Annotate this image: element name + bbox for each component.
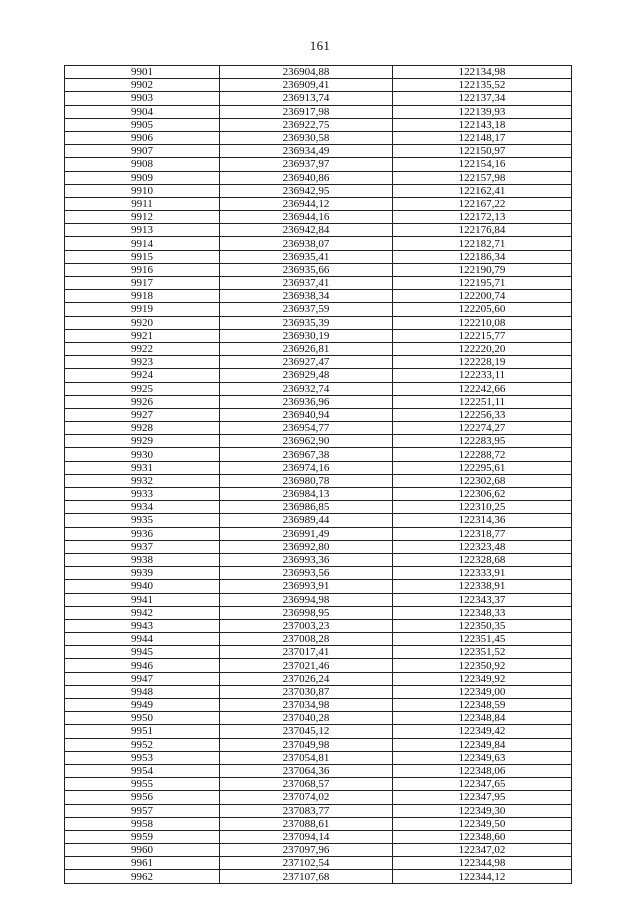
y-coordinate-cell: 122351,52 — [393, 646, 572, 659]
point-number-cell: 9921 — [65, 329, 220, 342]
table-row — [65, 448, 572, 461]
table-row — [65, 145, 572, 158]
table-row — [65, 356, 572, 369]
table-row — [65, 211, 572, 224]
point-number-cell: 9947 — [65, 672, 220, 685]
x-coordinate-cell: 236917,98 — [220, 105, 393, 118]
coordinates-table — [64, 65, 572, 884]
x-coordinate-cell: 236929,48 — [220, 369, 393, 382]
table-row — [65, 870, 572, 883]
table-row — [65, 250, 572, 263]
table-row — [65, 395, 572, 408]
table-row — [65, 329, 572, 342]
y-coordinate-cell: 122344,12 — [393, 870, 572, 883]
x-coordinate-cell: 236980,78 — [220, 474, 393, 487]
table-row — [65, 633, 572, 646]
table-row — [65, 778, 572, 791]
point-number-cell: 9901 — [65, 66, 220, 79]
y-coordinate-cell: 122347,02 — [393, 844, 572, 857]
x-coordinate-cell: 237017,41 — [220, 646, 393, 659]
x-coordinate-cell: 237030,87 — [220, 685, 393, 698]
point-number-cell: 9942 — [65, 606, 220, 619]
point-number-cell: 9933 — [65, 488, 220, 501]
table-row — [65, 514, 572, 527]
point-number-cell: 9911 — [65, 197, 220, 210]
point-number-cell: 9953 — [65, 751, 220, 764]
x-coordinate-cell: 236922,75 — [220, 118, 393, 131]
y-coordinate-cell: 122347,95 — [393, 791, 572, 804]
x-coordinate-cell: 236991,49 — [220, 527, 393, 540]
x-coordinate-cell: 236998,95 — [220, 606, 393, 619]
x-coordinate-cell: 236986,85 — [220, 501, 393, 514]
table-row — [65, 527, 572, 540]
y-coordinate-cell: 122134,98 — [393, 66, 572, 79]
point-number-cell: 9917 — [65, 277, 220, 290]
x-coordinate-cell: 237003,23 — [220, 619, 393, 632]
x-coordinate-cell: 236954,77 — [220, 422, 393, 435]
x-coordinate-cell: 237045,12 — [220, 725, 393, 738]
x-coordinate-cell: 236927,47 — [220, 356, 393, 369]
y-coordinate-cell: 122314,36 — [393, 514, 572, 527]
point-number-cell: 9932 — [65, 474, 220, 487]
x-coordinate-cell: 237088,61 — [220, 817, 393, 830]
table-row — [65, 659, 572, 672]
point-number-cell: 9916 — [65, 263, 220, 276]
x-coordinate-cell: 236935,66 — [220, 263, 393, 276]
x-coordinate-cell: 236937,59 — [220, 303, 393, 316]
x-coordinate-cell: 236913,74 — [220, 92, 393, 105]
point-number-cell: 9906 — [65, 131, 220, 144]
x-coordinate-cell: 236938,07 — [220, 237, 393, 250]
table-row — [65, 184, 572, 197]
x-coordinate-cell: 237008,28 — [220, 633, 393, 646]
point-number-cell: 9957 — [65, 804, 220, 817]
y-coordinate-cell: 122348,60 — [393, 830, 572, 843]
y-coordinate-cell: 122318,77 — [393, 527, 572, 540]
table-row — [65, 66, 572, 79]
table-row — [65, 488, 572, 501]
table-row — [65, 540, 572, 553]
table-row — [65, 435, 572, 448]
x-coordinate-cell: 236967,38 — [220, 448, 393, 461]
table-row — [65, 646, 572, 659]
point-number-cell: 9938 — [65, 553, 220, 566]
table-row — [65, 118, 572, 131]
table-row — [65, 567, 572, 580]
x-coordinate-cell: 236940,86 — [220, 171, 393, 184]
x-coordinate-cell: 237049,98 — [220, 738, 393, 751]
table-row — [65, 131, 572, 144]
table-row — [65, 751, 572, 764]
x-coordinate-cell: 237064,36 — [220, 764, 393, 777]
point-number-cell: 9960 — [65, 844, 220, 857]
x-coordinate-cell: 236962,90 — [220, 435, 393, 448]
y-coordinate-cell: 122347,65 — [393, 778, 572, 791]
point-number-cell: 9955 — [65, 778, 220, 791]
point-number-cell: 9951 — [65, 725, 220, 738]
y-coordinate-cell: 122172,13 — [393, 211, 572, 224]
x-coordinate-cell: 237083,77 — [220, 804, 393, 817]
point-number-cell: 9940 — [65, 580, 220, 593]
point-number-cell: 9950 — [65, 712, 220, 725]
table-row — [65, 764, 572, 777]
table-row — [65, 501, 572, 514]
point-number-cell: 9949 — [65, 699, 220, 712]
x-coordinate-cell: 237034,98 — [220, 699, 393, 712]
y-coordinate-cell: 122283,95 — [393, 435, 572, 448]
x-coordinate-cell: 236938,34 — [220, 290, 393, 303]
x-coordinate-cell: 236932,74 — [220, 382, 393, 395]
y-coordinate-cell: 122162,41 — [393, 184, 572, 197]
table-row — [65, 461, 572, 474]
y-coordinate-cell: 122176,84 — [393, 224, 572, 237]
table-row — [65, 672, 572, 685]
point-number-cell: 9908 — [65, 158, 220, 171]
x-coordinate-cell: 236974,16 — [220, 461, 393, 474]
x-coordinate-cell: 236935,41 — [220, 250, 393, 263]
point-number-cell: 9939 — [65, 567, 220, 580]
y-coordinate-cell: 122328,68 — [393, 553, 572, 566]
y-coordinate-cell: 122182,71 — [393, 237, 572, 250]
x-coordinate-cell: 236992,80 — [220, 540, 393, 553]
table-row — [65, 342, 572, 355]
x-coordinate-cell: 237097,96 — [220, 844, 393, 857]
x-coordinate-cell: 237107,68 — [220, 870, 393, 883]
y-coordinate-cell: 122306,62 — [393, 488, 572, 501]
point-number-cell: 9930 — [65, 448, 220, 461]
x-coordinate-cell: 236993,36 — [220, 553, 393, 566]
y-coordinate-cell: 122233,11 — [393, 369, 572, 382]
table-row — [65, 316, 572, 329]
y-coordinate-cell: 122344,98 — [393, 857, 572, 870]
table-row — [65, 844, 572, 857]
x-coordinate-cell: 237068,57 — [220, 778, 393, 791]
point-number-cell: 9937 — [65, 540, 220, 553]
x-coordinate-cell: 236937,97 — [220, 158, 393, 171]
x-coordinate-cell: 236993,91 — [220, 580, 393, 593]
y-coordinate-cell: 122242,66 — [393, 382, 572, 395]
table-row — [65, 382, 572, 395]
table-row — [65, 685, 572, 698]
table-row — [65, 277, 572, 290]
point-number-cell: 9943 — [65, 619, 220, 632]
table-row — [65, 474, 572, 487]
point-number-cell: 9956 — [65, 791, 220, 804]
table-row — [65, 725, 572, 738]
point-number-cell: 9918 — [65, 290, 220, 303]
y-coordinate-cell: 122349,84 — [393, 738, 572, 751]
x-coordinate-cell: 236930,19 — [220, 329, 393, 342]
point-number-cell: 9952 — [65, 738, 220, 751]
point-number-cell: 9941 — [65, 593, 220, 606]
point-number-cell: 9959 — [65, 830, 220, 843]
x-coordinate-cell: 236994,98 — [220, 593, 393, 606]
table-row — [65, 830, 572, 843]
x-coordinate-cell: 236937,41 — [220, 277, 393, 290]
point-number-cell: 9925 — [65, 382, 220, 395]
point-number-cell: 9920 — [65, 316, 220, 329]
table-row — [65, 408, 572, 421]
x-coordinate-cell: 237040,28 — [220, 712, 393, 725]
y-coordinate-cell: 122350,92 — [393, 659, 572, 672]
y-coordinate-cell: 122195,71 — [393, 277, 572, 290]
y-coordinate-cell: 122343,37 — [393, 593, 572, 606]
point-number-cell: 9904 — [65, 105, 220, 118]
table-row — [65, 791, 572, 804]
y-coordinate-cell: 122349,92 — [393, 672, 572, 685]
y-coordinate-cell: 122143,18 — [393, 118, 572, 131]
table-row — [65, 263, 572, 276]
y-coordinate-cell: 122349,50 — [393, 817, 572, 830]
y-coordinate-cell: 122186,34 — [393, 250, 572, 263]
point-number-cell: 9903 — [65, 92, 220, 105]
y-coordinate-cell: 122349,42 — [393, 725, 572, 738]
x-coordinate-cell: 236984,13 — [220, 488, 393, 501]
y-coordinate-cell: 122251,11 — [393, 395, 572, 408]
table-row — [65, 857, 572, 870]
y-coordinate-cell: 122210,08 — [393, 316, 572, 329]
table-row — [65, 237, 572, 250]
y-coordinate-cell: 122167,22 — [393, 197, 572, 210]
coordinates-table-body — [65, 66, 572, 884]
x-coordinate-cell: 236942,95 — [220, 184, 393, 197]
point-number-cell: 9935 — [65, 514, 220, 527]
y-coordinate-cell: 122348,06 — [393, 764, 572, 777]
table-row — [65, 712, 572, 725]
y-coordinate-cell: 122135,52 — [393, 79, 572, 92]
table-row — [65, 553, 572, 566]
point-number-cell: 9929 — [65, 435, 220, 448]
table-row — [65, 738, 572, 751]
x-coordinate-cell: 236904,88 — [220, 66, 393, 79]
table-row — [65, 92, 572, 105]
point-number-cell: 9909 — [65, 171, 220, 184]
point-number-cell: 9948 — [65, 685, 220, 698]
y-coordinate-cell: 122157,98 — [393, 171, 572, 184]
point-number-cell: 9913 — [65, 224, 220, 237]
x-coordinate-cell: 236993,56 — [220, 567, 393, 580]
y-coordinate-cell: 122295,61 — [393, 461, 572, 474]
x-coordinate-cell: 236942,84 — [220, 224, 393, 237]
x-coordinate-cell: 236909,41 — [220, 79, 393, 92]
table-row — [65, 699, 572, 712]
table-row — [65, 290, 572, 303]
y-coordinate-cell: 122348,59 — [393, 699, 572, 712]
point-number-cell: 9944 — [65, 633, 220, 646]
x-coordinate-cell: 237094,14 — [220, 830, 393, 843]
table-row — [65, 224, 572, 237]
table-row — [65, 593, 572, 606]
table-row — [65, 303, 572, 316]
y-coordinate-cell: 122256,33 — [393, 408, 572, 421]
y-coordinate-cell: 122139,93 — [393, 105, 572, 118]
point-number-cell: 9902 — [65, 79, 220, 92]
x-coordinate-cell: 236989,44 — [220, 514, 393, 527]
y-coordinate-cell: 122348,33 — [393, 606, 572, 619]
x-coordinate-cell: 237026,24 — [220, 672, 393, 685]
point-number-cell: 9946 — [65, 659, 220, 672]
y-coordinate-cell: 122220,20 — [393, 342, 572, 355]
y-coordinate-cell: 122333,91 — [393, 567, 572, 580]
x-coordinate-cell: 237054,81 — [220, 751, 393, 764]
point-number-cell: 9915 — [65, 250, 220, 263]
x-coordinate-cell: 236944,16 — [220, 211, 393, 224]
point-number-cell: 9912 — [65, 211, 220, 224]
x-coordinate-cell: 236935,39 — [220, 316, 393, 329]
table-row — [65, 158, 572, 171]
y-coordinate-cell: 122350,35 — [393, 619, 572, 632]
x-coordinate-cell: 237021,46 — [220, 659, 393, 672]
x-coordinate-cell: 237074,02 — [220, 791, 393, 804]
y-coordinate-cell: 122302,68 — [393, 474, 572, 487]
x-coordinate-cell: 236930,58 — [220, 131, 393, 144]
y-coordinate-cell: 122274,27 — [393, 422, 572, 435]
y-coordinate-cell: 122154,16 — [393, 158, 572, 171]
y-coordinate-cell: 122288,72 — [393, 448, 572, 461]
y-coordinate-cell: 122215,77 — [393, 329, 572, 342]
y-coordinate-cell: 122310,25 — [393, 501, 572, 514]
point-number-cell: 9961 — [65, 857, 220, 870]
y-coordinate-cell: 122148,17 — [393, 131, 572, 144]
point-number-cell: 9924 — [65, 369, 220, 382]
y-coordinate-cell: 122205,60 — [393, 303, 572, 316]
x-coordinate-cell: 236940,94 — [220, 408, 393, 421]
point-number-cell: 9919 — [65, 303, 220, 316]
point-number-cell: 9954 — [65, 764, 220, 777]
page-number: 161 — [309, 38, 331, 53]
point-number-cell: 9958 — [65, 817, 220, 830]
point-number-cell: 9923 — [65, 356, 220, 369]
point-number-cell: 9927 — [65, 408, 220, 421]
point-number-cell: 9914 — [65, 237, 220, 250]
x-coordinate-cell: 236926,81 — [220, 342, 393, 355]
point-number-cell: 9936 — [65, 527, 220, 540]
point-number-cell: 9945 — [65, 646, 220, 659]
x-coordinate-cell: 236934,49 — [220, 145, 393, 158]
point-number-cell: 9926 — [65, 395, 220, 408]
table-row — [65, 619, 572, 632]
y-coordinate-cell: 122338,91 — [393, 580, 572, 593]
y-coordinate-cell: 122150,97 — [393, 145, 572, 158]
y-coordinate-cell: 122323,48 — [393, 540, 572, 553]
y-coordinate-cell: 122137,34 — [393, 92, 572, 105]
y-coordinate-cell: 122351,45 — [393, 633, 572, 646]
x-coordinate-cell: 236936,96 — [220, 395, 393, 408]
point-number-cell: 9910 — [65, 184, 220, 197]
point-number-cell: 9907 — [65, 145, 220, 158]
table-row — [65, 369, 572, 382]
table-row — [65, 197, 572, 210]
table-row — [65, 422, 572, 435]
table-row — [65, 606, 572, 619]
y-coordinate-cell: 122190,79 — [393, 263, 572, 276]
table-row — [65, 79, 572, 92]
x-coordinate-cell: 236944,12 — [220, 197, 393, 210]
table-row — [65, 171, 572, 184]
table-row — [65, 804, 572, 817]
point-number-cell: 9905 — [65, 118, 220, 131]
y-coordinate-cell: 122349,30 — [393, 804, 572, 817]
table-row — [65, 580, 572, 593]
point-number-cell: 9928 — [65, 422, 220, 435]
y-coordinate-cell: 122349,00 — [393, 685, 572, 698]
x-coordinate-cell: 237102,54 — [220, 857, 393, 870]
table-row — [65, 105, 572, 118]
point-number-cell: 9962 — [65, 870, 220, 883]
y-coordinate-cell: 122200,74 — [393, 290, 572, 303]
y-coordinate-cell: 122228,19 — [393, 356, 572, 369]
y-coordinate-cell: 122348,84 — [393, 712, 572, 725]
y-coordinate-cell: 122349,63 — [393, 751, 572, 764]
point-number-cell: 9934 — [65, 501, 220, 514]
table-row — [65, 817, 572, 830]
point-number-cell: 9922 — [65, 342, 220, 355]
point-number-cell: 9931 — [65, 461, 220, 474]
